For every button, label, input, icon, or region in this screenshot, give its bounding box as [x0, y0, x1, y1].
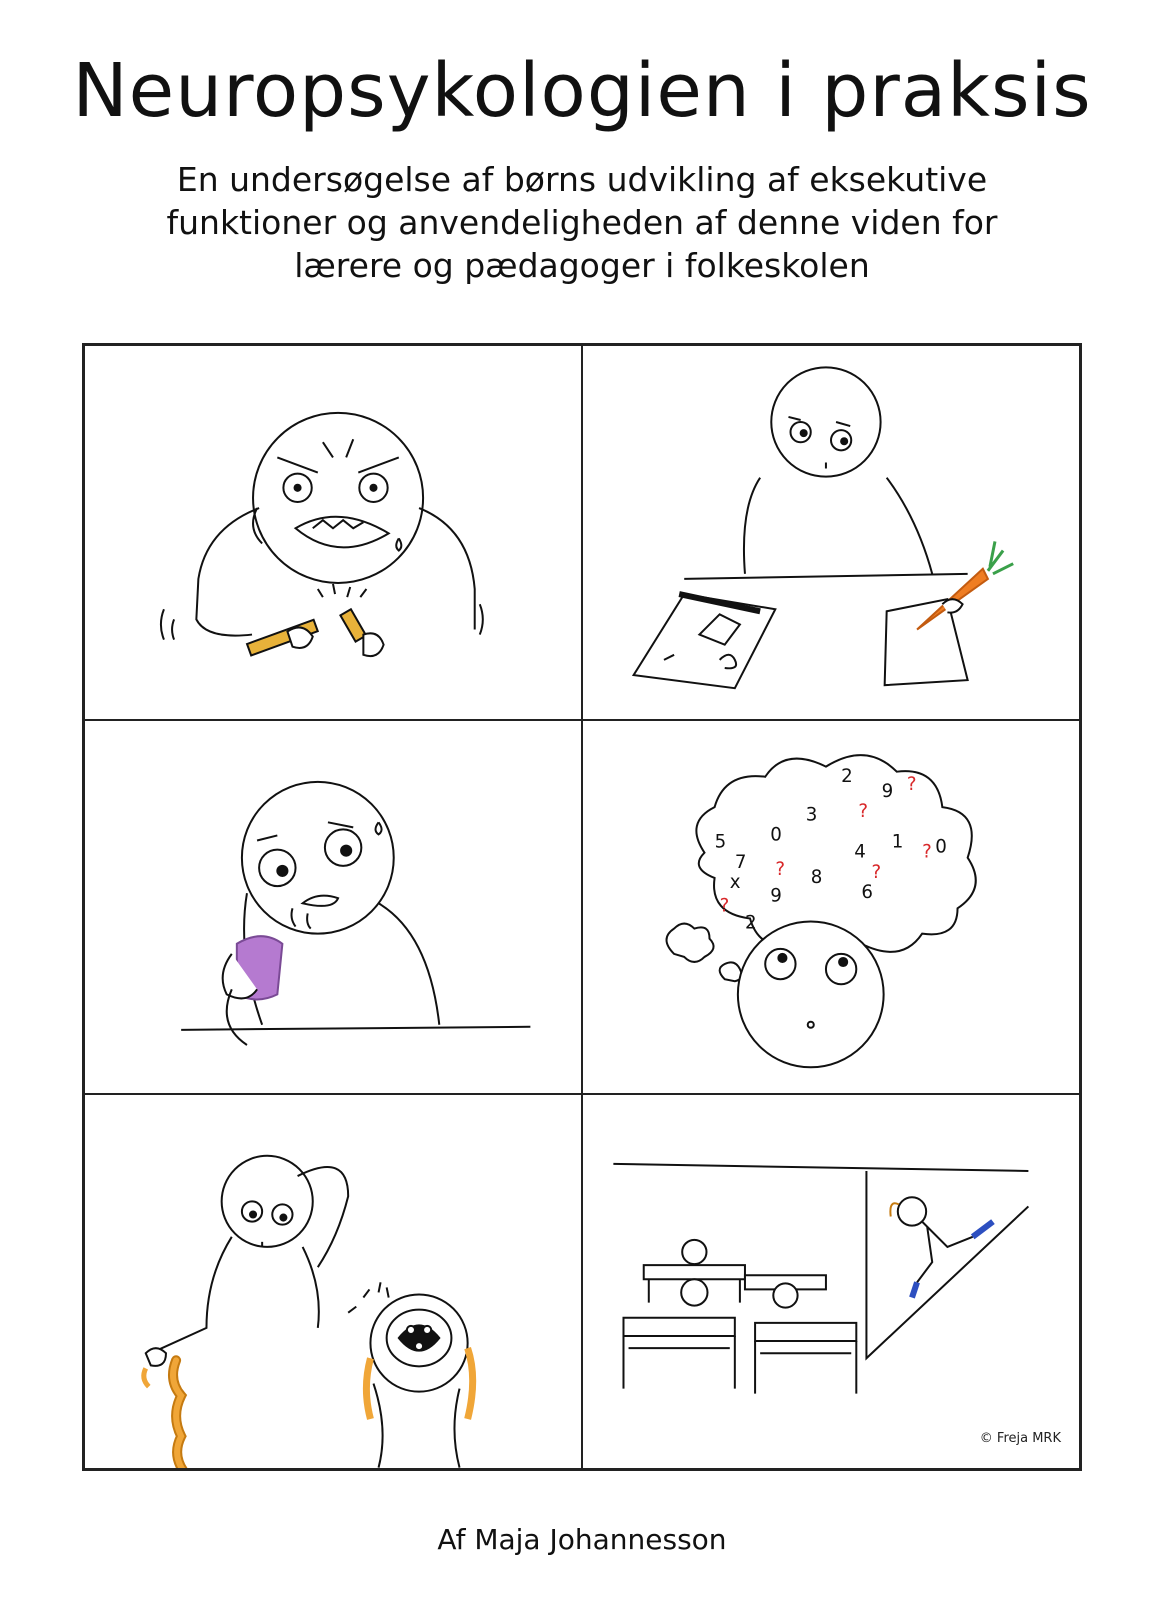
panel-classroom: [582, 1094, 1080, 1469]
page-subtitle: En undersøgelse af børns udvikling af eksekutive funktioner og anvendeligheden af denne viden for lærere og pædagoger i folkeskolen: [166, 160, 998, 285]
page-title: Neuropsykologien i praksis: [72, 48, 1092, 134]
panel-angry-child: [84, 345, 582, 720]
thought-symbol: x: [729, 871, 741, 893]
panel-thinking-child: [582, 720, 1080, 1095]
thought-symbol: 2: [744, 912, 757, 934]
thought-symbol: 9: [770, 884, 782, 906]
thought-symbol: 2: [841, 765, 853, 787]
thought-symbol: ?: [858, 800, 869, 822]
panel-cup-child: [84, 720, 582, 1095]
thought-symbol: 8: [810, 866, 823, 888]
thought-symbol: 5: [714, 831, 727, 853]
illustration-grid: [82, 343, 1082, 1471]
thought-symbol: 9: [881, 780, 894, 802]
thought-symbol: ?: [719, 895, 730, 917]
thought-symbol: 6: [861, 881, 873, 903]
thought-symbol: 4: [854, 841, 866, 863]
thought-symbol: 0: [935, 836, 947, 858]
thought-symbol: 0: [770, 824, 782, 846]
thought-symbol: 7: [734, 851, 747, 873]
thought-symbol: ?: [871, 861, 882, 883]
thought-symbol: 1: [891, 831, 904, 853]
thought-symbol: ?: [775, 858, 785, 880]
thought-symbol: 3: [805, 803, 818, 825]
author-line: Af Maja Johannesson: [437, 1523, 727, 1556]
illustration-copyright: © Freja MRK: [979, 1430, 1061, 1446]
thought-symbol: ?: [906, 773, 917, 795]
panel-braid-children: [84, 1094, 582, 1469]
panel-carrot-child: [582, 345, 1080, 720]
thought-symbol: ?: [922, 841, 932, 863]
